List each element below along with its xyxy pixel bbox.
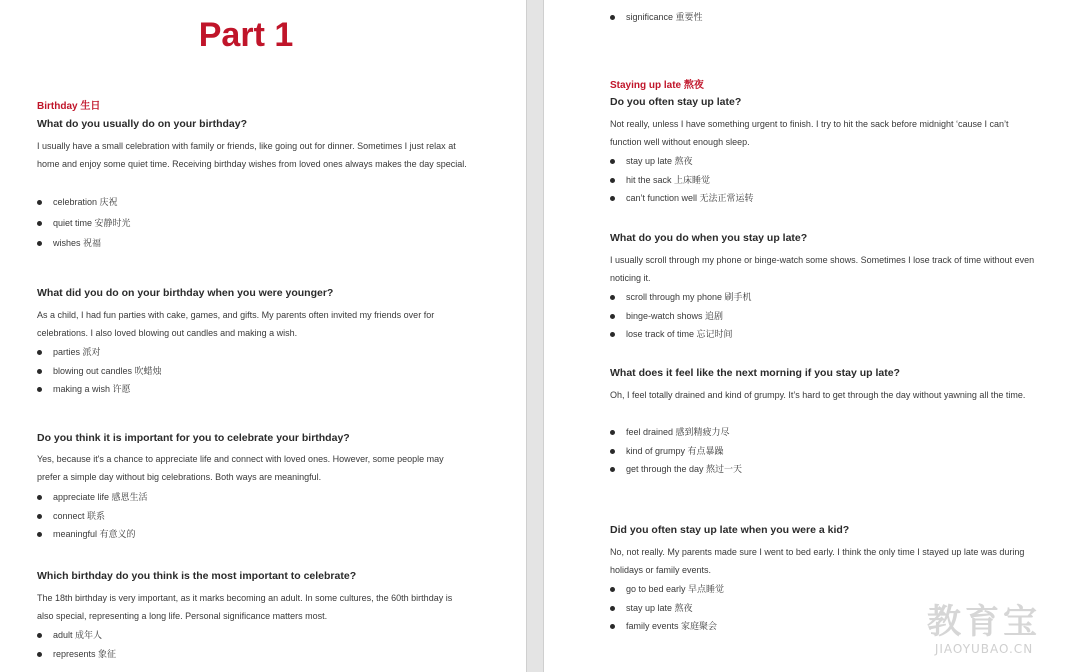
bullet-icon bbox=[37, 387, 42, 392]
bullet-icon bbox=[37, 350, 42, 355]
vocab-list bbox=[610, 580, 724, 636]
vocab-list bbox=[610, 152, 754, 208]
answer-paragraph: No, not really. My parents made sure I went to bed early. I think the only time I stayed up late was during holidays or family events. bbox=[610, 547, 1025, 576]
bullet-icon bbox=[37, 514, 42, 519]
vocab-item: hit the sack 上床睡觉 bbox=[610, 171, 754, 190]
page-edge-divider bbox=[526, 0, 527, 672]
question-heading: What does it feel like the next morning if you stay up late? bbox=[610, 367, 900, 379]
vocab-item: represents 象征 bbox=[37, 645, 116, 664]
vocab-item: celebration 庆祝 bbox=[37, 193, 131, 212]
vocab-item: scroll through my phone 刷手机 bbox=[610, 288, 752, 307]
bullet-icon bbox=[610, 467, 615, 472]
bullet-icon bbox=[610, 430, 615, 435]
watermark-url: JIAOYUBAO.CN bbox=[934, 642, 1034, 656]
bullet-icon bbox=[37, 495, 42, 500]
question-heading: Do you often stay up late? bbox=[610, 96, 742, 108]
vocab-item: wishes 祝福 bbox=[37, 234, 131, 253]
bullet-icon bbox=[610, 624, 615, 629]
answer-paragraph: Not really, unless I have something urgent to finish. I try to hit the sack before midnight ‘cause I can’t function well without enough sleep. bbox=[610, 119, 1009, 148]
bullet-icon bbox=[37, 369, 42, 374]
vocab-item: kind of grumpy 有点暴躁 bbox=[610, 442, 742, 461]
bullet-icon bbox=[610, 606, 615, 611]
vocab-item: stay up late 熬夜 bbox=[610, 152, 754, 171]
answer-paragraph: Yes, because it's a chance to appreciate life and connect with loved ones. However, some people may prefer a simple day without big celebrations. Both ways are meaningful. bbox=[37, 454, 444, 483]
question-heading: What do you usually do on your birthday? bbox=[37, 118, 247, 130]
vocab-item: family events 家庭聚会 bbox=[610, 617, 724, 636]
topic-heading-staying-up-late: Staying up late 熬夜 bbox=[610, 80, 704, 91]
watermark-text: 教育宝 bbox=[927, 602, 1041, 642]
bullet-icon bbox=[37, 200, 42, 205]
part-title: Part 1 bbox=[198, 16, 294, 54]
bullet-icon bbox=[37, 652, 42, 657]
vocab-item: significance 重要性 bbox=[610, 8, 703, 27]
bullet-icon bbox=[37, 633, 42, 638]
bullet-icon bbox=[610, 15, 615, 20]
answer-paragraph: The 18th birthday is very important, as it marks becoming an adult. In some cultures, the 60th birthday is also special, representing a long life. Personal significance matters most. bbox=[37, 593, 453, 622]
bullet-icon bbox=[610, 178, 615, 183]
bullet-icon bbox=[610, 332, 615, 337]
vocab-item: adult 成年人 bbox=[37, 626, 116, 645]
vocab-item: appreciate life 感恩生活 bbox=[37, 488, 148, 507]
document-page-right bbox=[544, 0, 1074, 672]
watermark-logo bbox=[914, 602, 1054, 656]
vocab-item: connect 联系 bbox=[37, 507, 148, 526]
vocab-item: blowing out candles 吹蜡烛 bbox=[37, 362, 162, 381]
vocab-list bbox=[37, 626, 116, 663]
vocab-item: can’t function well 无法正常运转 bbox=[610, 189, 754, 208]
vocab-item: go to bed early 早点睡觉 bbox=[610, 580, 724, 599]
answer-paragraph: As a child, I had fun parties with cake, games, and gifts. My parents often invited my friends over for celebrations. I also loved blowing out candles and making a wish. bbox=[37, 310, 435, 339]
vocab-list bbox=[610, 288, 752, 344]
vocab-item: stay up late 熬夜 bbox=[610, 599, 724, 618]
answer-paragraph: I usually scroll through my phone or binge-watch some shows. Sometimes I lose track of time without even noticing it. bbox=[610, 255, 1035, 284]
bullet-icon bbox=[37, 221, 42, 226]
vocab-item: lose track of time 忘记时间 bbox=[610, 325, 752, 344]
answer-paragraph: I usually have a small celebration with family or friends, like going out for dinner. Sometimes I just relax at home and enjoy some quiet time. Receiving birthday wishes from loved ones always makes the day special. bbox=[37, 141, 467, 170]
vocab-item: binge-watch shows 追剧 bbox=[610, 307, 752, 326]
vocab-item: parties 派对 bbox=[37, 343, 162, 362]
bullet-icon bbox=[610, 449, 615, 454]
bullet-icon bbox=[37, 532, 42, 537]
vocab-list bbox=[37, 343, 162, 399]
vocab-item: making a wish 许愿 bbox=[37, 380, 162, 399]
question-heading: What do you do when you stay up late? bbox=[610, 232, 808, 244]
bullet-icon bbox=[610, 295, 615, 300]
bullet-icon bbox=[610, 587, 615, 592]
question-heading: Did you often stay up late when you were a kid? bbox=[610, 524, 850, 536]
vocab-list bbox=[610, 423, 742, 479]
vocab-list bbox=[610, 8, 703, 27]
bullet-icon bbox=[610, 314, 615, 319]
bullet-icon bbox=[610, 196, 615, 201]
vocab-list bbox=[37, 193, 131, 253]
vocab-list bbox=[37, 488, 148, 544]
question-heading: Do you think it is important for you to celebrate your birthday? bbox=[37, 432, 350, 444]
answer-paragraph: Oh, I feel totally drained and kind of grumpy. It’s hard to get through the day without yawning all the time. bbox=[610, 390, 1026, 400]
vocab-item: feel drained 感到精疲力尽 bbox=[610, 423, 742, 442]
bullet-icon bbox=[37, 241, 42, 246]
question-heading: Which birthday do you think is the most important to celebrate? bbox=[37, 570, 357, 582]
vocab-item: get through the day 熬过一天 bbox=[610, 460, 742, 479]
bullet-icon bbox=[610, 159, 615, 164]
topic-heading-birthday: Birthday 生日 bbox=[37, 101, 101, 112]
vocab-item: meaningful 有意义的 bbox=[37, 525, 148, 544]
document-page-left bbox=[0, 0, 526, 672]
vocab-item: quiet time 安静时光 bbox=[37, 214, 131, 233]
question-heading: What did you do on your birthday when you were younger? bbox=[37, 287, 334, 299]
